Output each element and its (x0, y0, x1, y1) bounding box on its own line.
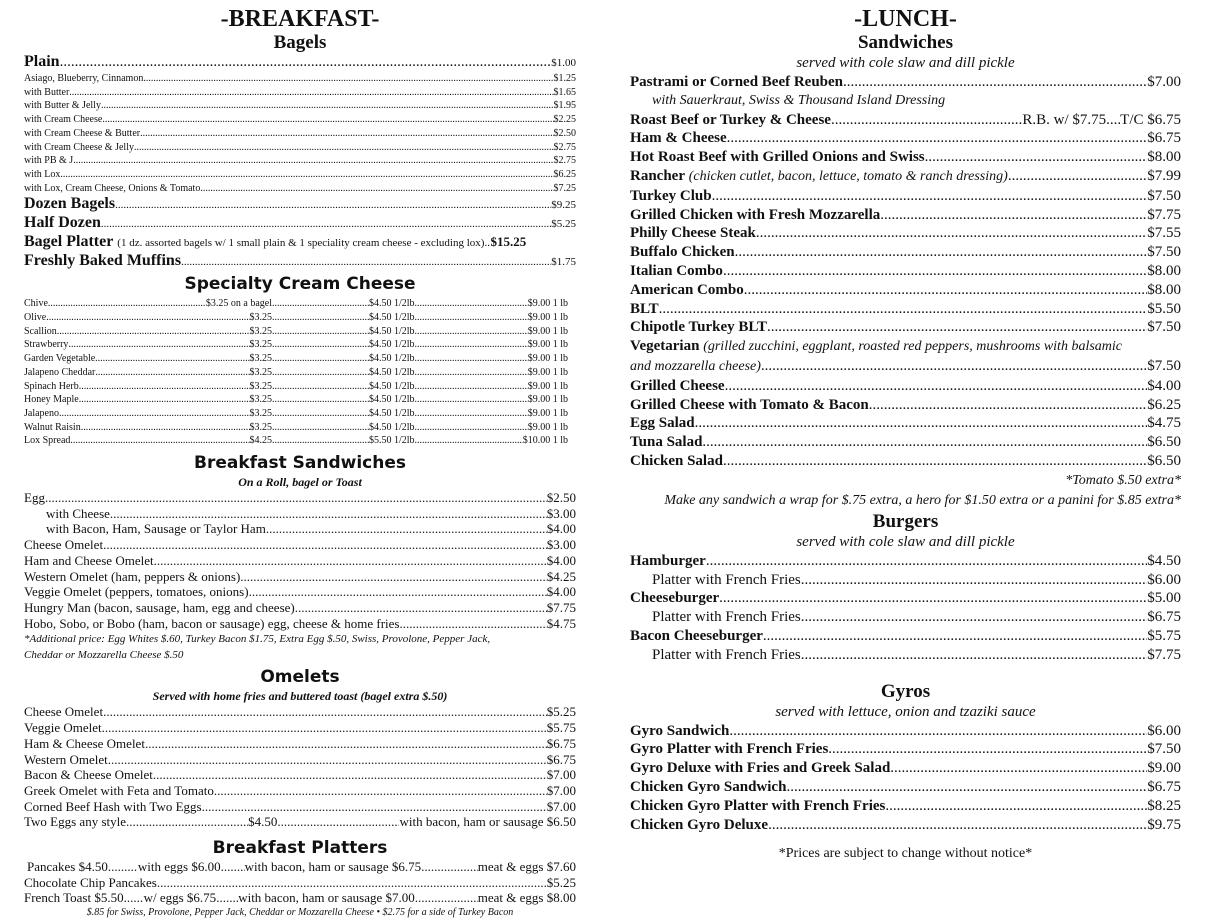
item-price: $6.75 (1147, 609, 1181, 626)
price-lb: $9.00 1 lb (527, 298, 568, 310)
sandwiches-subtitle: served with cole slaw and dill pickle (796, 55, 1015, 71)
item-price: $7.50 (1147, 319, 1181, 336)
price-bagel: $3.25 (249, 380, 272, 392)
item-name: Ham and Cheese Omelet (24, 552, 154, 568)
item-name: Freshly Baked Muffins (24, 252, 182, 270)
menu-item (24, 99, 576, 113)
price-bagel: $3.25 (249, 312, 272, 324)
item-name: Platter with French Fries (652, 646, 801, 663)
item-name: Plain (24, 53, 60, 70)
item-price: $1.95 (553, 100, 576, 112)
item-price-alt: T/C $6.75 (1120, 111, 1181, 128)
item-name: Chicken Gyro Platter with French Fries (630, 797, 886, 814)
menu-item (630, 740, 1181, 759)
item-name: Pancakes $4.50 (27, 859, 108, 875)
menu-item (630, 778, 1181, 797)
item-price: $8.25 (1147, 797, 1181, 814)
menu-item (24, 859, 576, 875)
price-bagel: $3.25 (249, 407, 272, 419)
menu-item (630, 167, 1181, 187)
menu-item (630, 571, 1181, 590)
item-name: Buffalo Chicken (630, 244, 735, 261)
menu-item (630, 111, 1181, 130)
item-name: Veggie Omelet (24, 720, 102, 736)
table-row (24, 380, 576, 394)
price-lb: $9.00 1 lb (527, 380, 568, 392)
price-bagel: $4.25 (249, 435, 272, 447)
item-name: BLT (630, 300, 659, 317)
table-row (24, 338, 576, 352)
menu-item (24, 814, 576, 830)
breakfast-sandwiches-title: Breakfast Sandwiches (193, 453, 407, 474)
item-price: $2.75 (553, 141, 576, 153)
item-name: Cheeseburger (630, 590, 720, 607)
item-name: Chicken Gyro Deluxe (630, 816, 769, 833)
item-price-alt: with bacon, ham or sausage $6.50 (399, 814, 577, 830)
item-price: $4.75 (1147, 415, 1181, 432)
item-name: Two Eggs any style (24, 814, 126, 830)
table-row (24, 366, 576, 380)
flavor-name: Strawberry (24, 339, 69, 351)
price-bagel: $3.25 (249, 325, 272, 337)
bagels-list (24, 53, 576, 271)
item-price: $5.25 (546, 704, 576, 720)
item-price: $3.00 (546, 537, 576, 553)
item-price: $5.25 (551, 218, 576, 231)
menu-item (24, 616, 576, 632)
flavor-name: Honey Maple (24, 394, 79, 406)
item-name: Veggie Omelet (peppers, tomatoes, onions) (24, 584, 249, 600)
item-price: $7.00 (546, 798, 576, 814)
item-name: Tuna Salad (630, 434, 703, 451)
menu-item (24, 600, 576, 616)
item-price: with eggs $6.00 (137, 859, 221, 875)
item-price: $7.00 (546, 782, 576, 798)
menu-item (630, 281, 1181, 300)
item-name: Chipotle Turkey BLT (630, 319, 767, 336)
item-name: Chocolate Chip Pancakes (24, 874, 157, 890)
menu-item (24, 72, 576, 86)
table-row (24, 407, 576, 421)
menu-item (630, 129, 1181, 148)
item-price: $4.75 (546, 615, 576, 631)
breakfast-platters-title: Breakfast Platters (212, 838, 388, 859)
item-name: with PB & J (24, 155, 74, 167)
item-name: Grilled Cheese with Tomato & Bacon (630, 396, 869, 413)
item-price: $4.00 (546, 521, 576, 537)
item-price: w/ eggs $6.75 (143, 890, 217, 906)
item-price: R.B. w/ $7.75 (1022, 111, 1107, 128)
item-name: Cheese Omelet (24, 704, 104, 720)
wrap-note: Make any sandwich a wrap for $.75 extra, a hero for $1.50 extra or a panini for $.85 extra* (664, 492, 1181, 508)
item-price: $6.50 (1147, 434, 1181, 451)
item-price: $8.00 (1147, 149, 1181, 166)
gyros-list (630, 722, 1181, 835)
flavor-name: Scallion (24, 325, 57, 337)
menu-item (24, 553, 576, 569)
menu-item (24, 154, 576, 168)
table-row (24, 434, 576, 448)
item-price: $6.75 (1147, 130, 1181, 147)
lunch-title: -LUNCH- (854, 6, 957, 32)
item-name: Hot Roast Beef with Grilled Onions and Swiss (630, 149, 925, 166)
additional-price-note-2: Cheddar or Mozzarella Cheese $.50 (24, 649, 184, 662)
price-half-lb: $4.50 1/2lb. (368, 380, 417, 392)
price-lb: $9.00 1 lb (527, 421, 568, 433)
flavor-name: Chive (24, 298, 48, 310)
item-description: with Sauerkraut, Swiss & Thousand Island Dressing (652, 92, 946, 108)
item-name: Chicken Salad (630, 452, 723, 469)
menu-item (630, 452, 1181, 471)
menu-item (630, 337, 1181, 357)
price-lb: $9.00 1 lb (527, 394, 568, 406)
item-name: Grilled Cheese (630, 377, 725, 394)
price-bagel: $3.25 (249, 339, 272, 351)
item-name: Egg (24, 490, 45, 506)
menu-item (24, 767, 576, 783)
item-price: $5.75 (546, 720, 576, 736)
cream-cheese-table (24, 297, 576, 448)
item-name: Corned Beef Hash with Two Eggs (24, 798, 202, 814)
menu-item (630, 552, 1181, 571)
item-name: Hungry Man (bacon, sausage, ham, egg and cheese) (24, 599, 295, 615)
item-name: Ham & Cheese (630, 130, 727, 147)
menu-item (630, 759, 1181, 778)
item-price: $15.25 (490, 234, 527, 250)
sandwiches-title: Sandwiches (857, 32, 954, 53)
price-half-lb: $5.50 1/2lb. (368, 435, 417, 447)
menu-item (24, 233, 576, 252)
item-name: Bacon & Cheese Omelet (24, 767, 153, 783)
item-name: with Lox (24, 168, 61, 180)
item-name: Vegetarian (630, 338, 700, 355)
price-lb: $9.00 1 lb (527, 339, 568, 351)
item-name: with Cheese (46, 505, 110, 521)
item-description: (chicken cutlet, bacon, lettuce, tomato & ranch dressing) (688, 168, 1008, 184)
item-name: Hobo, Sobo, or Bobo (ham, bacon or sausage) egg, cheese & home fries (24, 615, 400, 631)
item-price: $7.75 (1147, 206, 1181, 223)
item-price: $1.65 (553, 86, 576, 98)
omelets-list (24, 704, 576, 814)
item-price: $9.25 (551, 199, 576, 212)
sandwiches-list-2 (630, 377, 1181, 471)
item-name: Chicken Gyro Sandwich (630, 778, 787, 795)
item-price: $8.00 (1147, 281, 1181, 298)
item-name: Rancher (630, 167, 685, 184)
breakfast-sandwiches-list (24, 490, 576, 631)
bagels-title: Bagels (273, 32, 327, 53)
menu-item (24, 704, 576, 720)
flavor-name: Lox Spread (24, 435, 71, 447)
menu-item (630, 300, 1181, 319)
flavor-name: Spinach Herb (24, 380, 79, 392)
item-price: $6.75 (546, 735, 576, 751)
flavor-name: Walnut Raisin (24, 421, 81, 433)
price-half-lb: $4.50 1/2lb. (368, 421, 417, 433)
item-price: $7.55 (1147, 225, 1181, 242)
item-price: $7.50 (1147, 244, 1181, 261)
item-price: $5.75 (1147, 627, 1181, 644)
item-price: $7.75 (546, 599, 576, 615)
menu-item (24, 252, 576, 271)
menu-item (24, 537, 576, 553)
menu-item (24, 569, 576, 585)
flavor-name: Jalapeno Cheddar (24, 366, 96, 378)
tomato-note: *Tomato $.50 extra* (1065, 472, 1181, 488)
item-name: French Toast $5.50 (24, 890, 124, 906)
breakfast-sandwiches-subtitle: On a Roll, bagel or Toast (238, 475, 362, 490)
item-price: meat & eggs $7.60 (477, 859, 576, 875)
item-price: $6.25 (553, 168, 576, 180)
menu-item-cont (630, 357, 1181, 377)
omelets-title: Omelets (260, 667, 340, 688)
item-price: $7.00 (1147, 74, 1181, 90)
menu-item (630, 396, 1181, 415)
menu-item (24, 890, 576, 906)
item-price: $1.75 (551, 256, 576, 269)
item-price: $7.00 (546, 767, 576, 783)
menu-item (24, 53, 576, 72)
item-price: $4.00 (546, 552, 576, 568)
price-bagel: $3.25 (249, 353, 272, 365)
menu-item (630, 646, 1181, 665)
item-name: with Cream Cheese & Butter (24, 127, 141, 139)
menu-item (630, 318, 1181, 337)
item-price: $4.50 (248, 814, 278, 830)
price-half-lb: $4.50 1/2lb. (368, 366, 417, 378)
lunch-column (630, 6, 1181, 864)
item-name: Dozen Bagels (24, 195, 116, 213)
price-half-lb: $4.50 1/2lb. (368, 394, 417, 406)
menu-item (630, 627, 1181, 646)
menu-item (630, 377, 1181, 396)
item-name: Gyro Deluxe with Fries and Greek Salad (630, 760, 891, 777)
menu-item (24, 584, 576, 600)
item-name: with Lox, Cream Cheese, Onions & Tomato (24, 182, 201, 194)
menu-item (24, 521, 576, 537)
price-bagel: $3.25 (249, 366, 272, 378)
item-name: with Butter & Jelly (24, 100, 101, 112)
item-name: Asiago, Blueberry, Cinnamon (24, 73, 144, 84)
item-name: Gyro Sandwich (630, 722, 730, 739)
item-name: Cheese Omelet (24, 537, 104, 553)
menu-item (24, 752, 576, 768)
menu-item (630, 73, 1181, 92)
flavor-name: Jalapeno (24, 407, 59, 419)
price-half-lb: $4.50 1/2lb. (368, 353, 417, 365)
item-price: $5.25 (546, 874, 576, 890)
item-name: Philly Cheese Steak (630, 225, 756, 242)
table-row (24, 297, 576, 311)
item-name: Western Omelet (24, 751, 108, 767)
item-name: Bagel Platter (24, 233, 114, 251)
item-price: with bacon, ham or sausage $6.75 (244, 859, 422, 875)
item-name: Western Omelet (ham, peppers & onions) (24, 568, 241, 584)
item-price: $9.75 (1147, 816, 1181, 833)
item-price: $6.25 (1147, 396, 1181, 413)
price-bagel: $3.25 (249, 394, 272, 406)
price-half-lb: $4.50 1/2lb. (368, 312, 417, 324)
item-name: Ham & Cheese Omelet (24, 735, 145, 751)
item-price: $3.00 (546, 505, 576, 521)
gyros-subtitle: served with lettuce, onion and tzaziki sauce (775, 703, 1036, 720)
item-price: $4.00 (1147, 377, 1181, 394)
menu-item (24, 141, 576, 155)
table-row (24, 421, 576, 435)
item-price: $7.50 (1147, 741, 1181, 758)
burgers-list (630, 552, 1181, 665)
item-price: $6.75 (1147, 778, 1181, 795)
menu-item (630, 414, 1181, 433)
breakfast-title: -BREAKFAST- (220, 6, 380, 32)
item-price: with bacon, ham or sausage $7.00 (238, 890, 415, 906)
price-half-lb: $4.50 1/2lb. (368, 298, 417, 310)
item-price: $7.50 (1147, 357, 1181, 374)
item-name: Pastrami or Corned Beef Reuben (630, 74, 844, 90)
item-price: $1.00 (551, 57, 576, 69)
price-lb: $9.00 1 lb (527, 366, 568, 378)
item-price: $6.50 (1147, 452, 1181, 469)
menu-item (24, 799, 576, 815)
item-name: Turkey Club (630, 187, 712, 204)
flavor-name: Garden Vegetable (24, 353, 96, 365)
menu-item (24, 783, 576, 799)
item-name: Egg Salad (630, 415, 695, 432)
menu-item (630, 589, 1181, 608)
table-row (24, 311, 576, 325)
menu-item (630, 224, 1181, 243)
item-price: $8.00 (1147, 262, 1181, 279)
item-name: Roast Beef or Turkey & Cheese (630, 111, 831, 128)
menu-item (630, 797, 1181, 816)
omelets-subtitle: Served with home fries and buttered toast (bagel extra $.50) (152, 689, 448, 704)
item-name: Bacon Cheeseburger (630, 627, 763, 644)
gyros-title: Gyros (880, 680, 931, 702)
menu-item (630, 608, 1181, 627)
item-price: $4.50 (1147, 552, 1181, 569)
price-lb: $9.00 1 lb (527, 353, 568, 365)
menu-item (630, 262, 1181, 281)
price-bagel: $3.25 on a bagel (205, 298, 272, 310)
price-lb: $9.00 1 lb (527, 312, 568, 324)
price-lb: $9.00 1 lb (527, 407, 568, 419)
item-name: Greek Omelet with Feta and Tomato (24, 782, 214, 798)
flavor-name: Olive (24, 312, 47, 324)
item-price: $4.00 (546, 584, 576, 600)
item-name: with Cream Cheese (24, 114, 103, 126)
breakfast-column (24, 6, 576, 920)
item-price: $4.25 (546, 568, 576, 584)
item-price: $6.00 (1147, 571, 1181, 588)
item-price: $5.50 (1147, 300, 1181, 317)
item-price: $7.75 (1147, 646, 1181, 663)
sandwiches-list (630, 129, 1181, 337)
item-name: Grilled Chicken with Fresh Mozzarella (630, 206, 881, 223)
additional-price-note: *Additional price: Egg Whites $.60, Turkey Bacon $1.75, Extra Egg $.50, Swiss, Provolone, Pepper Jack, (24, 633, 491, 646)
price-lb: $10.00 1 lb (522, 435, 568, 447)
menu-item (630, 433, 1181, 452)
item-price: $6.75 (546, 751, 576, 767)
item-price: $7.99 (1147, 167, 1181, 184)
table-row (24, 325, 576, 339)
menu-item (24, 168, 576, 182)
item-name: with Bacon, Ham, Sausage or Taylor Ham (46, 521, 266, 537)
item-name: with Butter (24, 86, 70, 98)
item-price: $6.00 (1147, 722, 1181, 739)
menu-item (24, 214, 576, 233)
menu-item (630, 722, 1181, 741)
menu-item (24, 182, 576, 196)
item-price: $9.00 (1147, 760, 1181, 777)
cream-cheese-title: Specialty Cream Cheese (184, 274, 416, 295)
item-description: (1 dz. assorted bagels w/ 1 small plain & 1 speciality cream cheese - excluding lox) (117, 237, 485, 250)
table-row (24, 393, 576, 407)
item-price: meat & eggs $8.00 (477, 890, 576, 906)
price-half-lb: $4.50 1/2lb. (368, 339, 417, 351)
menu-item (630, 243, 1181, 262)
menu-item (630, 206, 1181, 225)
burgers-title: Burgers (872, 510, 939, 532)
item-price: $2.25 (553, 114, 576, 126)
table-row (24, 352, 576, 366)
price-half-lb: $4.50 1/2lb. (368, 325, 417, 337)
item-name: Hamburger (630, 552, 706, 569)
menu-item (24, 875, 576, 891)
item-price: $5.00 (1147, 590, 1181, 607)
item-name: Gyro Platter with French Fries (630, 741, 829, 758)
item-price: $2.50 (553, 127, 576, 139)
menu-item (24, 506, 576, 522)
menu-item (630, 148, 1181, 167)
item-price: $2.75 (553, 155, 576, 167)
price-lb: $9.00 1 lb (527, 325, 568, 337)
item-price: $7.25 (553, 182, 576, 194)
menu-item (24, 195, 576, 214)
item-price: $2.50 (546, 490, 576, 506)
platters-note: $.85 for Swiss, Provolone, Pepper Jack, Cheddar or Mozzarella Cheese • $2.75 for a side of Turkey Bacon (86, 907, 514, 919)
menu-item (630, 187, 1181, 206)
prices-footer: *Prices are subject to change without notice* (778, 846, 1033, 862)
menu-item (24, 490, 576, 506)
item-name: Platter with French Fries (652, 609, 801, 626)
item-name: Half Dozen (24, 214, 101, 232)
menu-item (24, 127, 576, 141)
item-description: (grilled zucchini, eggplant, roasted red peppers, mushrooms with balsamic (703, 339, 1122, 355)
item-name: Platter with French Fries (652, 571, 801, 588)
menu-item (24, 720, 576, 736)
item-name: with Cream Cheese & Jelly (24, 141, 134, 153)
item-description: and mozzarella cheese) (630, 358, 761, 374)
menu-item (24, 736, 576, 752)
item-name: Italian Combo (630, 262, 723, 279)
item-price: $7.50 (1147, 187, 1181, 204)
price-bagel: $3.25 (249, 421, 272, 433)
price-half-lb: $4.50 1/2lb. (368, 407, 417, 419)
item-price: $1.25 (553, 73, 576, 84)
menu-item (24, 113, 576, 127)
item-name: American Combo (630, 281, 744, 298)
menu-item (24, 86, 576, 100)
menu-item (630, 816, 1181, 835)
burgers-subtitle: served with cole slaw and dill pickle (796, 533, 1015, 550)
